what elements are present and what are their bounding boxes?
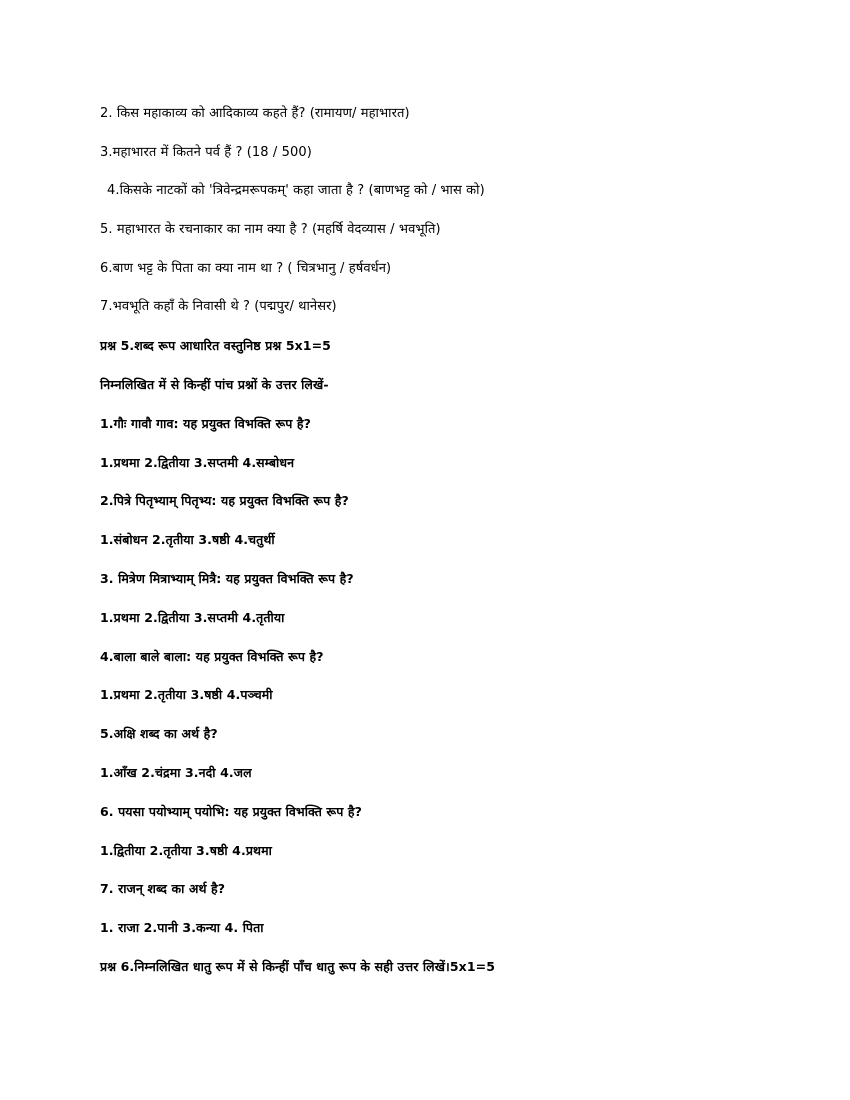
question-line: 2.पित्रे पितृभ्याम् पितृभ्य: यह प्रयुक्त विभक्ति रूप है? bbox=[100, 493, 349, 508]
instruction-line: निम्नलिखित में से किन्हीं पांच प्रश्नों के उत्तर लिखें- bbox=[100, 377, 329, 392]
options-line: 1.आँख 2.चंद्रमा 3.नदी 4.जल bbox=[100, 765, 252, 780]
question-line: 4.बाला बाले बाला: यह प्रयुक्त विभक्ति रूप है? bbox=[100, 649, 324, 664]
options-line: 1. राजा 2.पानी 3.कन्या 4. पिता bbox=[100, 920, 264, 935]
options-line: 1.द्वितीया 2.तृतीया 3.षष्ठी 4.प्रथमा bbox=[100, 843, 272, 858]
question-line: 6. पयसा पयोभ्याम् पयोभि: यह प्रयुक्त विभक्ति रूप है? bbox=[100, 804, 362, 819]
question-line: 4.किसके नाटकों को 'त्रिवेन्द्रमरूपकम्' कहा जाता है ? (बाणभट्ट को / भास को) bbox=[107, 183, 485, 198]
question-line: 7. राजन् शब्द का अर्थ है? bbox=[100, 881, 226, 896]
question-line: 5. महाभारत के रचनाकार का नाम क्या है ? (महर्षि वेदव्यास / भवभूति) bbox=[100, 222, 441, 237]
section-heading: प्रश्न 5.शब्द रूप आधारित वस्तुनिष्ठ प्रश्न 5x1=5 bbox=[100, 338, 331, 353]
section-heading: प्रश्न 6.निम्नलिखित धातु रूप में से किन्हीं पाँच धातु रूप के सही उत्तर लिखें।5x1=5 bbox=[100, 959, 495, 974]
question-line: 1.गौः गावौ गाव: यह प्रयुक्त विभक्ति रूप है? bbox=[100, 416, 312, 431]
options-line: 1.प्रथमा 2.द्वितीया 3.सप्तमी 4.सम्बोधन bbox=[100, 455, 295, 470]
options-line: 1.प्रथमा 2.द्वितीया 3.सप्तमी 4.तृतीया bbox=[100, 610, 285, 625]
question-line: 5.अक्षि शब्द का अर्थ है? bbox=[100, 726, 218, 741]
question-line: 3. मित्रेण मित्राभ्याम् मित्रै: यह प्रयुक्त विभक्ति रूप है? bbox=[100, 571, 354, 586]
question-line: 2. किस महाकाव्य को आदिकाव्य कहते हैं? (रामायण/ महाभारत) bbox=[100, 106, 410, 121]
options-line: 1.संबोधन 2.तृतीया 3.षष्ठी 4.चतुर्थी bbox=[100, 532, 275, 547]
question-line: 6.बाण भट्ट के पिता का क्या नाम था ? ( चित्रभानु / हर्षवर्धन) bbox=[100, 261, 392, 276]
question-line: 7.भवभूति कहाँ के निवासी थे ? (पद्मपुर/ थानेसर) bbox=[100, 299, 337, 314]
question-line: 3.महाभारत में कितने पर्व हैं ? (18 / 500) bbox=[100, 145, 312, 160]
options-line: 1.प्रथमा 2.तृतीया 3.षष्ठी 4.पञ्चमी bbox=[100, 687, 273, 702]
